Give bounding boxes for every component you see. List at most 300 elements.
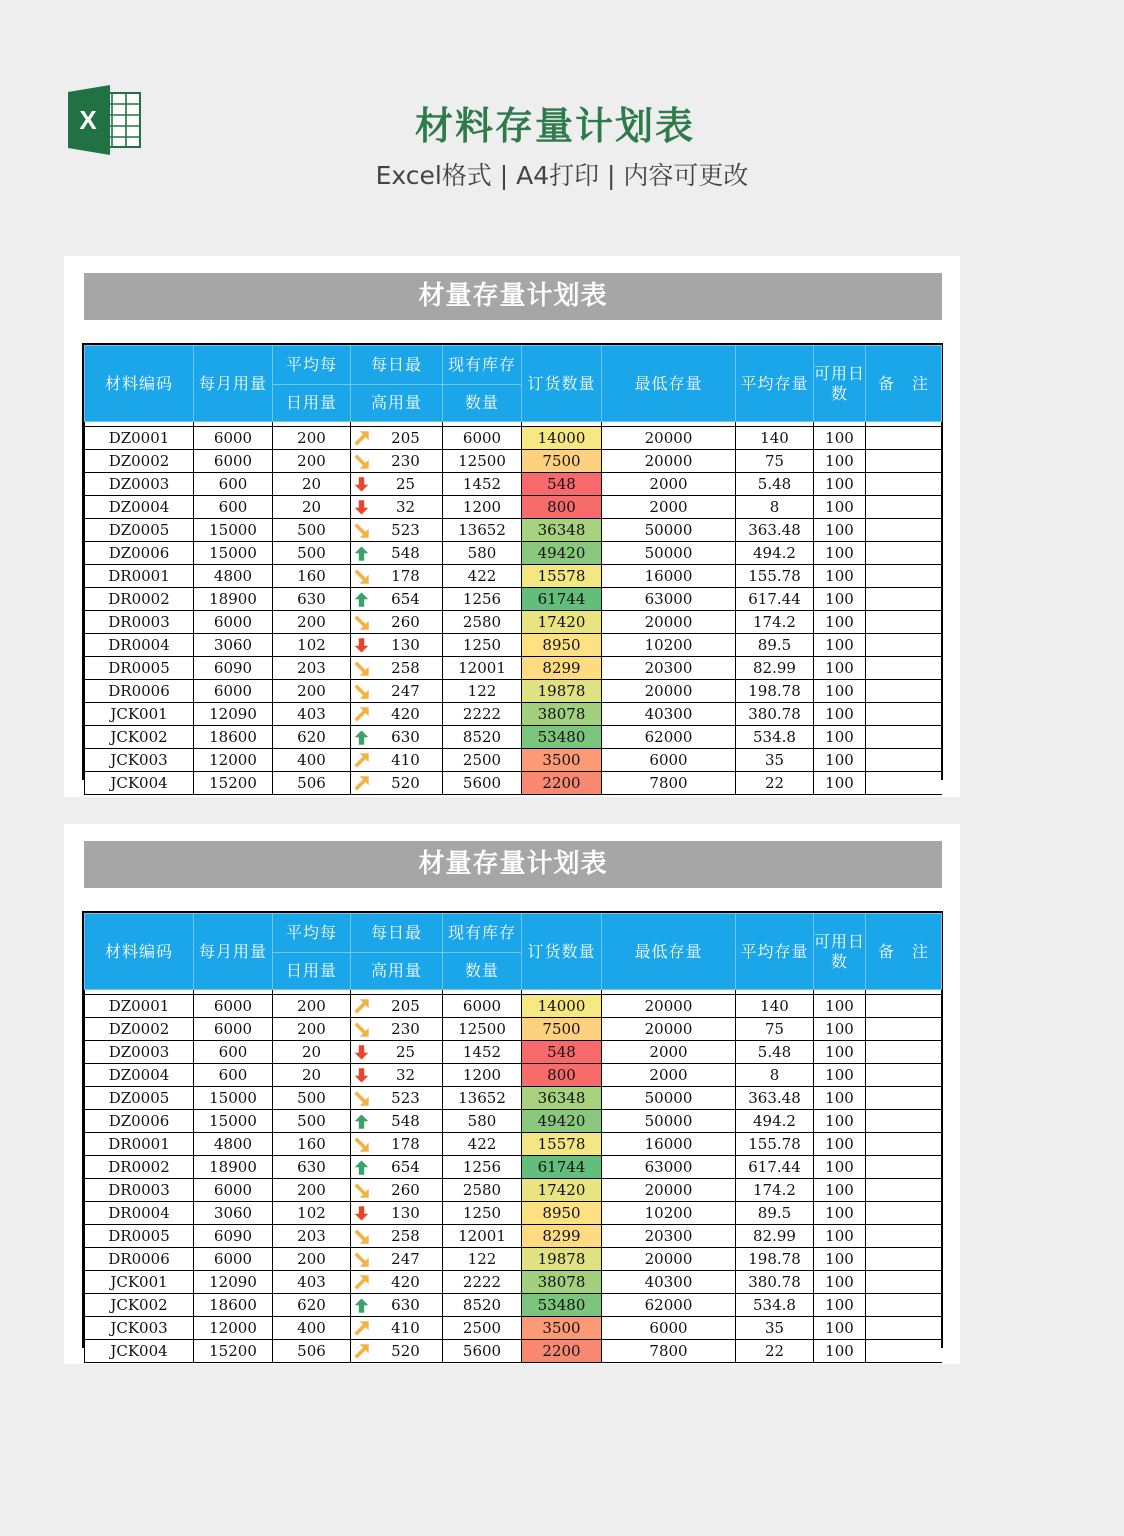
cell-note bbox=[866, 772, 942, 795]
cell-max-value: 410 bbox=[391, 751, 420, 769]
cell-monthly: 6000 bbox=[194, 427, 273, 450]
cell-max-value: 630 bbox=[391, 728, 420, 746]
cell-avg: 20 bbox=[273, 473, 351, 496]
cell-order: 49420 bbox=[522, 542, 602, 565]
cell-monthly: 15000 bbox=[194, 1110, 273, 1133]
cell-avg: 102 bbox=[273, 634, 351, 657]
trend-down-right-arrow-icon bbox=[353, 522, 370, 539]
cell-avg: 506 bbox=[273, 1340, 351, 1363]
table-row bbox=[85, 1110, 942, 1133]
cell-min: 50000 bbox=[602, 519, 736, 542]
cell-monthly: 3060 bbox=[194, 634, 273, 657]
cell-avgstock: 75 bbox=[736, 1018, 814, 1041]
cell-avgstock: 5.48 bbox=[736, 473, 814, 496]
cell-min: 10200 bbox=[602, 1202, 736, 1225]
cell-days: 100 bbox=[814, 1294, 866, 1317]
cell-avg: 506 bbox=[273, 772, 351, 795]
cell-monthly: 15200 bbox=[194, 772, 273, 795]
trend-down-right-arrow-icon bbox=[353, 1021, 370, 1038]
cell-days: 100 bbox=[814, 1271, 866, 1294]
trend-down-arrow-icon bbox=[353, 1044, 370, 1061]
cell-avg: 500 bbox=[273, 1110, 351, 1133]
cell-order: 14000 bbox=[522, 427, 602, 450]
cell-days: 100 bbox=[814, 1156, 866, 1179]
cell-avg: 630 bbox=[273, 1156, 351, 1179]
cell-max bbox=[351, 542, 443, 565]
table-row bbox=[85, 995, 942, 1018]
cell-min: 2000 bbox=[602, 1064, 736, 1087]
cell-avg: 200 bbox=[273, 611, 351, 634]
cell-monthly: 3060 bbox=[194, 1202, 273, 1225]
col-min: 最低存量 bbox=[602, 914, 736, 990]
cell-days: 100 bbox=[814, 995, 866, 1018]
cell-avgstock: 35 bbox=[736, 1317, 814, 1340]
cell-max bbox=[351, 772, 443, 795]
cell-note bbox=[866, 1202, 942, 1225]
cell-avgstock: 8 bbox=[736, 1064, 814, 1087]
cell-code: JCK004 bbox=[85, 1340, 194, 1363]
cell-order: 38078 bbox=[522, 1271, 602, 1294]
table-row bbox=[85, 496, 942, 519]
cell-max bbox=[351, 1340, 443, 1363]
cell-monthly: 12000 bbox=[194, 749, 273, 772]
cell-max-value: 230 bbox=[391, 1020, 420, 1038]
cell-stock: 6000 bbox=[443, 995, 522, 1018]
cell-max bbox=[351, 588, 443, 611]
cell-note bbox=[866, 1156, 942, 1179]
cell-days: 100 bbox=[814, 1018, 866, 1041]
cell-max bbox=[351, 1225, 443, 1248]
cell-stock: 2580 bbox=[443, 1179, 522, 1202]
cell-order: 49420 bbox=[522, 1110, 602, 1133]
cell-avg: 200 bbox=[273, 680, 351, 703]
cell-order: 36348 bbox=[522, 519, 602, 542]
inventory-table bbox=[84, 913, 942, 1363]
cell-max-value: 205 bbox=[391, 429, 420, 447]
cell-max bbox=[351, 1179, 443, 1202]
cell-stock: 580 bbox=[443, 542, 522, 565]
cell-min: 63000 bbox=[602, 1156, 736, 1179]
cell-stock: 122 bbox=[443, 680, 522, 703]
cell-min: 2000 bbox=[602, 1041, 736, 1064]
cell-order: 38078 bbox=[522, 703, 602, 726]
cell-min: 40300 bbox=[602, 1271, 736, 1294]
cell-min: 20000 bbox=[602, 450, 736, 473]
cell-max bbox=[351, 1064, 443, 1087]
cell-avgstock: 8 bbox=[736, 496, 814, 519]
cell-max-value: 260 bbox=[391, 1181, 420, 1199]
cell-max bbox=[351, 1248, 443, 1271]
cell-stock: 2500 bbox=[443, 1317, 522, 1340]
cell-monthly: 600 bbox=[194, 473, 273, 496]
cell-code: JCK002 bbox=[85, 726, 194, 749]
cell-avgstock: 22 bbox=[736, 772, 814, 795]
trend-down-arrow-icon bbox=[353, 1205, 370, 1222]
cell-stock: 6000 bbox=[443, 427, 522, 450]
cell-order: 3500 bbox=[522, 1317, 602, 1340]
cell-avg: 200 bbox=[273, 995, 351, 1018]
trend-down-right-arrow-icon bbox=[353, 1136, 370, 1153]
col-days: 可用日数 bbox=[814, 914, 866, 990]
cell-days: 100 bbox=[814, 473, 866, 496]
cell-days: 100 bbox=[814, 657, 866, 680]
cell-max bbox=[351, 1294, 443, 1317]
table-row bbox=[85, 1064, 942, 1087]
trend-down-arrow-icon bbox=[353, 637, 370, 654]
cell-max-value: 420 bbox=[391, 1273, 420, 1291]
cell-note bbox=[866, 1317, 942, 1340]
cell-days: 100 bbox=[814, 703, 866, 726]
cell-max bbox=[351, 1018, 443, 1041]
table-row bbox=[85, 1340, 942, 1363]
trend-down-arrow-icon bbox=[353, 1067, 370, 1084]
cell-days: 100 bbox=[814, 680, 866, 703]
cell-avg: 620 bbox=[273, 1294, 351, 1317]
trend-up-arrow-icon bbox=[353, 1297, 370, 1314]
col-avg-bottom: 日用量 bbox=[273, 385, 351, 422]
cell-order: 15578 bbox=[522, 1133, 602, 1156]
cell-avgstock: 494.2 bbox=[736, 1110, 814, 1133]
cell-stock: 12001 bbox=[443, 1225, 522, 1248]
cell-stock: 2222 bbox=[443, 1271, 522, 1294]
cell-note bbox=[866, 1110, 942, 1133]
cell-note bbox=[866, 1018, 942, 1041]
table-row bbox=[85, 1041, 942, 1064]
cell-monthly: 6000 bbox=[194, 995, 273, 1018]
cell-days: 100 bbox=[814, 427, 866, 450]
cell-max bbox=[351, 427, 443, 450]
table-row bbox=[85, 1271, 942, 1294]
table-row bbox=[85, 542, 942, 565]
table-row bbox=[85, 657, 942, 680]
svg-text:X: X bbox=[79, 105, 97, 135]
cell-order: 548 bbox=[522, 1041, 602, 1064]
page-title: 材料存量计划表 bbox=[414, 104, 695, 148]
trend-down-right-arrow-icon bbox=[353, 568, 370, 585]
cell-monthly: 15000 bbox=[194, 1087, 273, 1110]
trend-up-right-arrow-icon bbox=[353, 752, 370, 769]
cell-max-value: 25 bbox=[395, 475, 416, 493]
cell-max bbox=[351, 1271, 443, 1294]
cell-avg: 160 bbox=[273, 1133, 351, 1156]
cell-max bbox=[351, 496, 443, 519]
cell-min: 20000 bbox=[602, 427, 736, 450]
col-min: 最低存量 bbox=[602, 346, 736, 422]
table-row bbox=[85, 611, 942, 634]
col-avgstock: 平均存量 bbox=[736, 346, 814, 422]
cell-code: DZ0002 bbox=[85, 1018, 194, 1041]
cell-stock: 2580 bbox=[443, 611, 522, 634]
trend-down-right-arrow-icon bbox=[353, 683, 370, 700]
trend-up-right-arrow-icon bbox=[353, 998, 370, 1015]
cell-code: JCK002 bbox=[85, 1294, 194, 1317]
table-row bbox=[85, 634, 942, 657]
cell-order: 548 bbox=[522, 473, 602, 496]
cell-max-value: 523 bbox=[391, 521, 420, 539]
cell-max bbox=[351, 1317, 443, 1340]
cell-min: 20000 bbox=[602, 1248, 736, 1271]
cell-max bbox=[351, 1041, 443, 1064]
cell-max-value: 32 bbox=[395, 498, 416, 516]
cell-min: 7800 bbox=[602, 772, 736, 795]
cell-note bbox=[866, 680, 942, 703]
sheet-preview-2 bbox=[64, 824, 960, 1364]
cell-days: 100 bbox=[814, 1064, 866, 1087]
cell-max-value: 205 bbox=[391, 997, 420, 1015]
cell-order: 2200 bbox=[522, 772, 602, 795]
cell-order: 19878 bbox=[522, 680, 602, 703]
cell-code: JCK003 bbox=[85, 749, 194, 772]
cell-avgstock: 380.78 bbox=[736, 703, 814, 726]
cell-note bbox=[866, 473, 942, 496]
cell-max-value: 247 bbox=[391, 1250, 420, 1268]
cell-monthly: 6000 bbox=[194, 1018, 273, 1041]
cell-order: 3500 bbox=[522, 749, 602, 772]
cell-max bbox=[351, 749, 443, 772]
cell-avg: 200 bbox=[273, 427, 351, 450]
cell-min: 16000 bbox=[602, 1133, 736, 1156]
cell-monthly: 6000 bbox=[194, 450, 273, 473]
cell-avg: 403 bbox=[273, 1271, 351, 1294]
cell-monthly: 18900 bbox=[194, 1156, 273, 1179]
cell-max-value: 230 bbox=[391, 452, 420, 470]
table-row bbox=[85, 427, 942, 450]
cell-avg: 20 bbox=[273, 1064, 351, 1087]
cell-stock: 12001 bbox=[443, 657, 522, 680]
cell-stock: 1256 bbox=[443, 588, 522, 611]
trend-down-right-arrow-icon bbox=[353, 1251, 370, 1268]
cell-code: DR0006 bbox=[85, 1248, 194, 1271]
cell-code: DZ0006 bbox=[85, 542, 194, 565]
cell-days: 100 bbox=[814, 726, 866, 749]
cell-stock: 5600 bbox=[443, 1340, 522, 1363]
cell-max-value: 523 bbox=[391, 1089, 420, 1107]
cell-avg: 500 bbox=[273, 542, 351, 565]
table-row bbox=[85, 1248, 942, 1271]
col-note: 备 注 bbox=[866, 346, 942, 422]
cell-order: 17420 bbox=[522, 1179, 602, 1202]
cell-avgstock: 35 bbox=[736, 749, 814, 772]
cell-max bbox=[351, 1110, 443, 1133]
trend-up-right-arrow-icon bbox=[353, 1343, 370, 1360]
cell-order: 61744 bbox=[522, 588, 602, 611]
cell-min: 20000 bbox=[602, 1179, 736, 1202]
cell-code: DZ0005 bbox=[85, 519, 194, 542]
cell-stock: 122 bbox=[443, 1248, 522, 1271]
table-row bbox=[85, 680, 942, 703]
cell-days: 100 bbox=[814, 1317, 866, 1340]
cell-max bbox=[351, 450, 443, 473]
cell-stock: 13652 bbox=[443, 519, 522, 542]
cell-avg: 400 bbox=[273, 1317, 351, 1340]
cell-note bbox=[866, 427, 942, 450]
sheet-banner: 材量存量计划表 bbox=[84, 273, 942, 320]
table-row bbox=[85, 1294, 942, 1317]
table-row bbox=[85, 1202, 942, 1225]
cell-avgstock: 82.99 bbox=[736, 657, 814, 680]
cell-code: DZ0006 bbox=[85, 1110, 194, 1133]
cell-avg: 203 bbox=[273, 657, 351, 680]
cell-note bbox=[866, 749, 942, 772]
col-order: 订货数量 bbox=[522, 346, 602, 422]
sheet-banner: 材量存量计划表 bbox=[84, 841, 942, 888]
cell-min: 63000 bbox=[602, 588, 736, 611]
cell-avg: 20 bbox=[273, 496, 351, 519]
cell-min: 20000 bbox=[602, 995, 736, 1018]
table-row bbox=[85, 1179, 942, 1202]
cell-stock: 13652 bbox=[443, 1087, 522, 1110]
cell-min: 62000 bbox=[602, 1294, 736, 1317]
table-row bbox=[85, 519, 942, 542]
col-stock-bottom: 数量 bbox=[443, 385, 522, 422]
table-row bbox=[85, 1225, 942, 1248]
trend-down-right-arrow-icon bbox=[353, 1090, 370, 1107]
cell-avgstock: 363.48 bbox=[736, 1087, 814, 1110]
cell-order: 17420 bbox=[522, 611, 602, 634]
cell-code: DR0004 bbox=[85, 1202, 194, 1225]
trend-down-right-arrow-icon bbox=[353, 1182, 370, 1199]
cell-stock: 1200 bbox=[443, 1064, 522, 1087]
col-avg-top: 平均每 bbox=[273, 914, 351, 953]
cell-days: 100 bbox=[814, 1340, 866, 1363]
cell-monthly: 600 bbox=[194, 496, 273, 519]
cell-days: 100 bbox=[814, 542, 866, 565]
cell-monthly: 15000 bbox=[194, 542, 273, 565]
trend-up-arrow-icon bbox=[353, 1113, 370, 1130]
cell-max-value: 420 bbox=[391, 705, 420, 723]
cell-note bbox=[866, 1064, 942, 1087]
table-row bbox=[85, 450, 942, 473]
cell-days: 100 bbox=[814, 634, 866, 657]
cell-avg: 160 bbox=[273, 565, 351, 588]
cell-note bbox=[866, 565, 942, 588]
cell-code: DR0006 bbox=[85, 680, 194, 703]
cell-code: DZ0003 bbox=[85, 1041, 194, 1064]
cell-avg: 200 bbox=[273, 1248, 351, 1271]
col-order: 订货数量 bbox=[522, 914, 602, 990]
cell-avgstock: 5.48 bbox=[736, 1041, 814, 1064]
cell-max-value: 25 bbox=[395, 1043, 416, 1061]
table-row bbox=[85, 565, 942, 588]
cell-code: JCK004 bbox=[85, 772, 194, 795]
cell-avgstock: 174.2 bbox=[736, 611, 814, 634]
cell-days: 100 bbox=[814, 749, 866, 772]
trend-down-right-arrow-icon bbox=[353, 453, 370, 470]
cell-note bbox=[866, 1225, 942, 1248]
cell-min: 6000 bbox=[602, 1317, 736, 1340]
cell-max-value: 130 bbox=[391, 636, 420, 654]
cell-order: 53480 bbox=[522, 726, 602, 749]
cell-max-value: 258 bbox=[391, 1227, 420, 1245]
cell-note bbox=[866, 1133, 942, 1156]
cell-stock: 5600 bbox=[443, 772, 522, 795]
cell-min: 62000 bbox=[602, 726, 736, 749]
cell-days: 100 bbox=[814, 1202, 866, 1225]
cell-code: DR0003 bbox=[85, 1179, 194, 1202]
cell-days: 100 bbox=[814, 450, 866, 473]
cell-avg: 403 bbox=[273, 703, 351, 726]
cell-max-value: 520 bbox=[391, 774, 420, 792]
cell-avg: 200 bbox=[273, 1018, 351, 1041]
cell-days: 100 bbox=[814, 1248, 866, 1271]
cell-code: DZ0005 bbox=[85, 1087, 194, 1110]
cell-max bbox=[351, 1133, 443, 1156]
cell-avg: 620 bbox=[273, 726, 351, 749]
cell-min: 2000 bbox=[602, 473, 736, 496]
cell-max-value: 130 bbox=[391, 1204, 420, 1222]
trend-up-right-arrow-icon bbox=[353, 706, 370, 723]
inventory-table bbox=[84, 345, 942, 795]
cell-avg: 400 bbox=[273, 749, 351, 772]
cell-stock: 1250 bbox=[443, 1202, 522, 1225]
cell-note bbox=[866, 1340, 942, 1363]
cell-stock: 1250 bbox=[443, 634, 522, 657]
cell-monthly: 600 bbox=[194, 1041, 273, 1064]
cell-order: 800 bbox=[522, 1064, 602, 1087]
table-row bbox=[85, 749, 942, 772]
inventory-table-wrap bbox=[82, 343, 943, 792]
cell-stock: 2222 bbox=[443, 703, 522, 726]
cell-note bbox=[866, 1248, 942, 1271]
cell-stock: 8520 bbox=[443, 1294, 522, 1317]
cell-order: 8950 bbox=[522, 634, 602, 657]
cell-monthly: 600 bbox=[194, 1064, 273, 1087]
table-row bbox=[85, 1156, 942, 1179]
col-monthly: 每月用量 bbox=[194, 346, 273, 422]
cell-min: 40300 bbox=[602, 703, 736, 726]
cell-code: DR0003 bbox=[85, 611, 194, 634]
cell-stock: 580 bbox=[443, 1110, 522, 1133]
cell-note bbox=[866, 703, 942, 726]
cell-note bbox=[866, 634, 942, 657]
cell-monthly: 18600 bbox=[194, 1294, 273, 1317]
trend-up-right-arrow-icon bbox=[353, 430, 370, 447]
cell-max-value: 410 bbox=[391, 1319, 420, 1337]
cell-days: 100 bbox=[814, 1179, 866, 1202]
cell-order: 2200 bbox=[522, 1340, 602, 1363]
cell-max bbox=[351, 703, 443, 726]
cell-monthly: 4800 bbox=[194, 565, 273, 588]
col-days: 可用日数 bbox=[814, 346, 866, 422]
trend-up-arrow-icon bbox=[353, 591, 370, 608]
cell-avg: 630 bbox=[273, 588, 351, 611]
cell-min: 6000 bbox=[602, 749, 736, 772]
cell-stock: 422 bbox=[443, 1133, 522, 1156]
cell-avgstock: 380.78 bbox=[736, 1271, 814, 1294]
cell-avgstock: 89.5 bbox=[736, 1202, 814, 1225]
cell-avgstock: 89.5 bbox=[736, 634, 814, 657]
cell-order: 19878 bbox=[522, 1248, 602, 1271]
col-stock-top: 现有库存 bbox=[443, 346, 522, 385]
cell-stock: 422 bbox=[443, 565, 522, 588]
table-row bbox=[85, 703, 942, 726]
cell-max bbox=[351, 1156, 443, 1179]
cell-days: 100 bbox=[814, 565, 866, 588]
cell-code: DZ0001 bbox=[85, 995, 194, 1018]
cell-code: DR0002 bbox=[85, 1156, 194, 1179]
cell-avg: 102 bbox=[273, 1202, 351, 1225]
cell-monthly: 12000 bbox=[194, 1317, 273, 1340]
cell-note bbox=[866, 588, 942, 611]
cell-max-value: 178 bbox=[391, 567, 420, 585]
cell-note bbox=[866, 496, 942, 519]
table-row bbox=[85, 726, 942, 749]
trend-up-right-arrow-icon bbox=[353, 1320, 370, 1337]
page-header bbox=[0, 0, 1024, 240]
cell-code: DZ0004 bbox=[85, 496, 194, 519]
cell-max-value: 247 bbox=[391, 682, 420, 700]
sheet-preview-1 bbox=[64, 256, 960, 797]
